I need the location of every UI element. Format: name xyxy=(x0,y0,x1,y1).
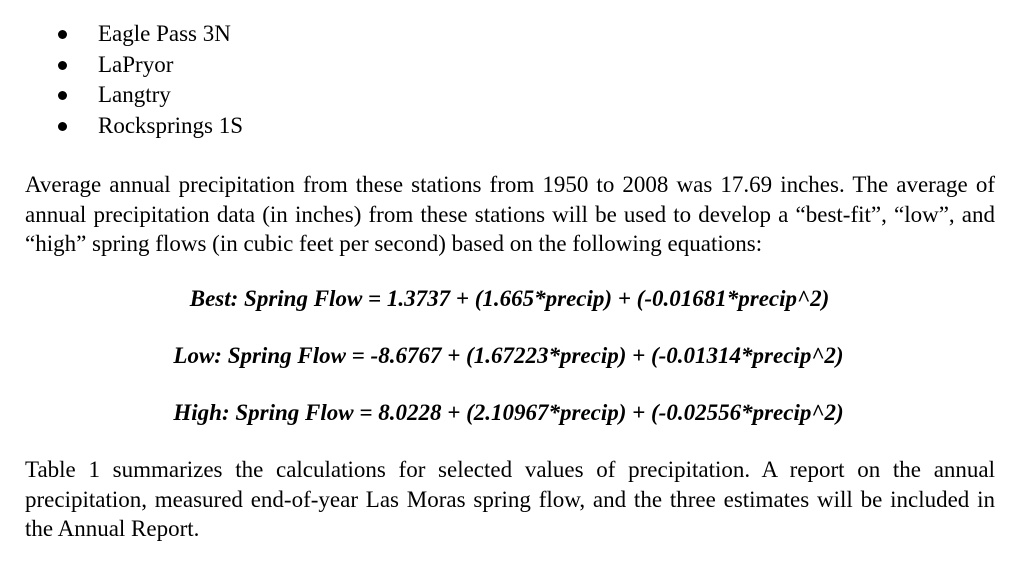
table-summary-paragraph: Table 1 summarizes the calculations for selected values of precipitation. A report on the annual precipitation, measured end-of-year Las Moras spring flow, and the three estimates will be included in the Annual Report. xyxy=(25,457,995,541)
bullet-icon xyxy=(58,122,67,131)
station-list-item xyxy=(55,111,243,142)
station-name: Eagle Pass 3N xyxy=(98,21,231,46)
station-name: Rocksprings 1S xyxy=(98,112,244,138)
station-name: LaPryor xyxy=(98,51,174,77)
station-name: Langtry xyxy=(98,82,171,107)
bullet-icon xyxy=(58,30,67,39)
low-equation: Low: Spring Flow = -8.6767 + (1.67223*precip) + (-0.01314*precip^2) xyxy=(173,343,844,368)
precipitation-paragraph: Average annual precipitation from these stations from 1950 to 2008 was 17.69 inches. The average of annual precipitation data (in inches) from these stations will be used to develop a “best-fit”, “low”, and “high” spring flows (in cubic feet per second) based on the following equations: xyxy=(25,172,995,256)
bullet-icon xyxy=(58,91,67,100)
best-fit-equation: Best: Spring Flow = 1.3737 + (1.665*precip) + (-0.01681*precip^2) xyxy=(189,286,830,311)
station-list-item xyxy=(55,80,243,111)
bullet-icon xyxy=(58,61,67,70)
station-list-item xyxy=(55,50,243,81)
station-list-item xyxy=(55,19,243,50)
high-equation: High: Spring Flow = 8.0228 + (2.10967*precip) + (-0.02556*precip^2) xyxy=(173,400,844,425)
station-list xyxy=(55,19,243,141)
